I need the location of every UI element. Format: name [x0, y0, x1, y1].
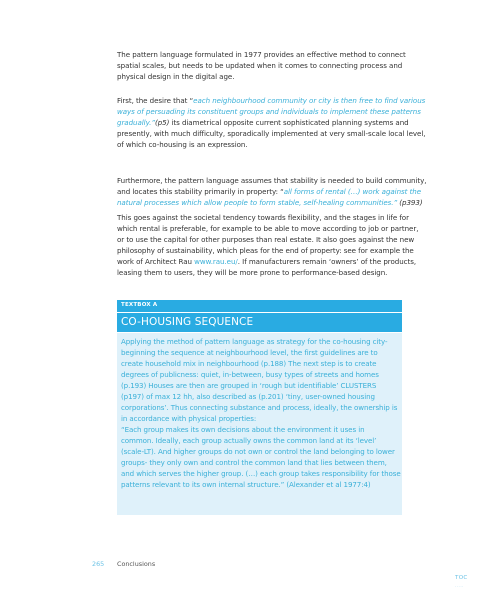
- text-line: beginning the sequence at neighbourhood level, the first guidelines are to: [121, 348, 378, 357]
- text-line: (p197) of max 12 hh, also described as (p.201) ‘tiny, user-owned housing: [121, 392, 375, 401]
- text-line: which rental is preferable, for example to be able to move according to job or partner,: [117, 224, 419, 233]
- textbox-co-housing: [117, 300, 402, 515]
- text-line: This goes against the societal tendency towards flexibility, and the stages in life for: [117, 213, 409, 222]
- text-line: Applying the method of pattern language as strategy for the co-housing city-: [121, 337, 388, 346]
- text-line: and which serves the higher group. (…) each group takes responsibility for those: [121, 469, 401, 478]
- text-line: common. Ideally, each group actually owns the common land at its ‘level’: [121, 436, 377, 445]
- page-reference: (p393): [397, 198, 423, 207]
- toc-dots-icon: ·····: [455, 584, 464, 589]
- page-number: 265: [92, 560, 105, 568]
- text-line: (scale-LT). And higher groups do not own or control the land belonging to lower: [121, 447, 395, 456]
- text-line: patterns relevant to its own internal structure.” (Alexander et al 1977:4): [121, 480, 371, 489]
- text-line: [117, 106, 421, 117]
- textbox-body: [117, 333, 402, 515]
- text-line: corporations’. Thus connecting substance and process, ideally, the ownership is: [121, 403, 398, 412]
- textbox-title-bar: [117, 313, 402, 332]
- text-line: spatial scales, but needs to be updated when it comes to connecting process and: [117, 61, 403, 70]
- textbox-label-bar: [117, 300, 402, 312]
- textbox-text: [121, 336, 401, 490]
- text-line: presently, with much difficulty, sporadically implemented at very small-scale local level,: [117, 129, 426, 138]
- text-line: degrees of publicness: quiet, in-between, busy types of streets and homes: [121, 370, 379, 379]
- section-title: Conclusions: [117, 560, 156, 568]
- text-line: (p.193) Houses are then are grouped in ‘rough but identifiable’ CLUSTERS: [121, 381, 377, 390]
- text-line: in accordance with physical properties:: [121, 414, 257, 423]
- text-line: of which co-housing is an expression.: [117, 140, 248, 149]
- text-line: First, the desire that “each neighbourhood community or city is then free to find various: [117, 96, 426, 105]
- text-line: create household mix in neighbourhood (p.188) The next step is to create: [121, 359, 377, 368]
- paragraph-intro: [117, 49, 406, 82]
- text-line: physical design in the digital age.: [117, 72, 235, 81]
- textbox-title: CO-HOUSING SEQUENCE: [121, 316, 254, 328]
- text-line: Furthermore, the pattern language assumes that stability is needed to build community,: [117, 176, 427, 185]
- text-line: The pattern language formulated in 1977 provides an effective method to connect: [117, 50, 406, 59]
- quote-text: ways of persuading its constituent groups and individuals to implement these patterns: [117, 107, 421, 116]
- paragraph-stability: [117, 175, 427, 208]
- paragraph-flexibility: [117, 212, 419, 278]
- text-line: leasing them to users, they will be more prone to performance-based design.: [117, 268, 388, 277]
- quote-text: all forms of rental (…) work against the: [283, 187, 422, 196]
- quote-text: natural processes which allow people to form stable, self-healing communities.”: [117, 198, 398, 207]
- text-line: and locates this stability primarily in property: “all forms of rental (…) work against the: [117, 187, 422, 196]
- quote-text: each neighbourhood community or city is then free to find various: [193, 96, 426, 105]
- rau-link[interactable]: www.rau.eu/: [194, 257, 238, 266]
- text-line: work of Architect Rau www.rau.eu/. If manufacturers remain ‘owners’ of the products,: [117, 257, 417, 266]
- text-line: “Each group makes its own decisions about the environment it uses in: [121, 425, 365, 434]
- text-line: or to use the capital for other purposes than real estate. It also goes against the new: [117, 235, 415, 244]
- text-line: philosophy of sustainability, which pleas for the end of property: see for example the: [117, 246, 414, 255]
- quote-text: gradually.”: [117, 118, 155, 127]
- text-line: [117, 197, 423, 208]
- paragraph-first-point: [117, 95, 426, 150]
- page-reference: (p5): [154, 118, 170, 127]
- text-line: gradually.”(p5) its diametrical opposite current sophisticated planning systems and: [117, 118, 409, 127]
- text-line: groups- they only own and control the common land that lies between them,: [121, 458, 387, 467]
- textbox-label: TEXTBOX A: [121, 302, 158, 308]
- toc-link[interactable]: TOC: [455, 575, 468, 581]
